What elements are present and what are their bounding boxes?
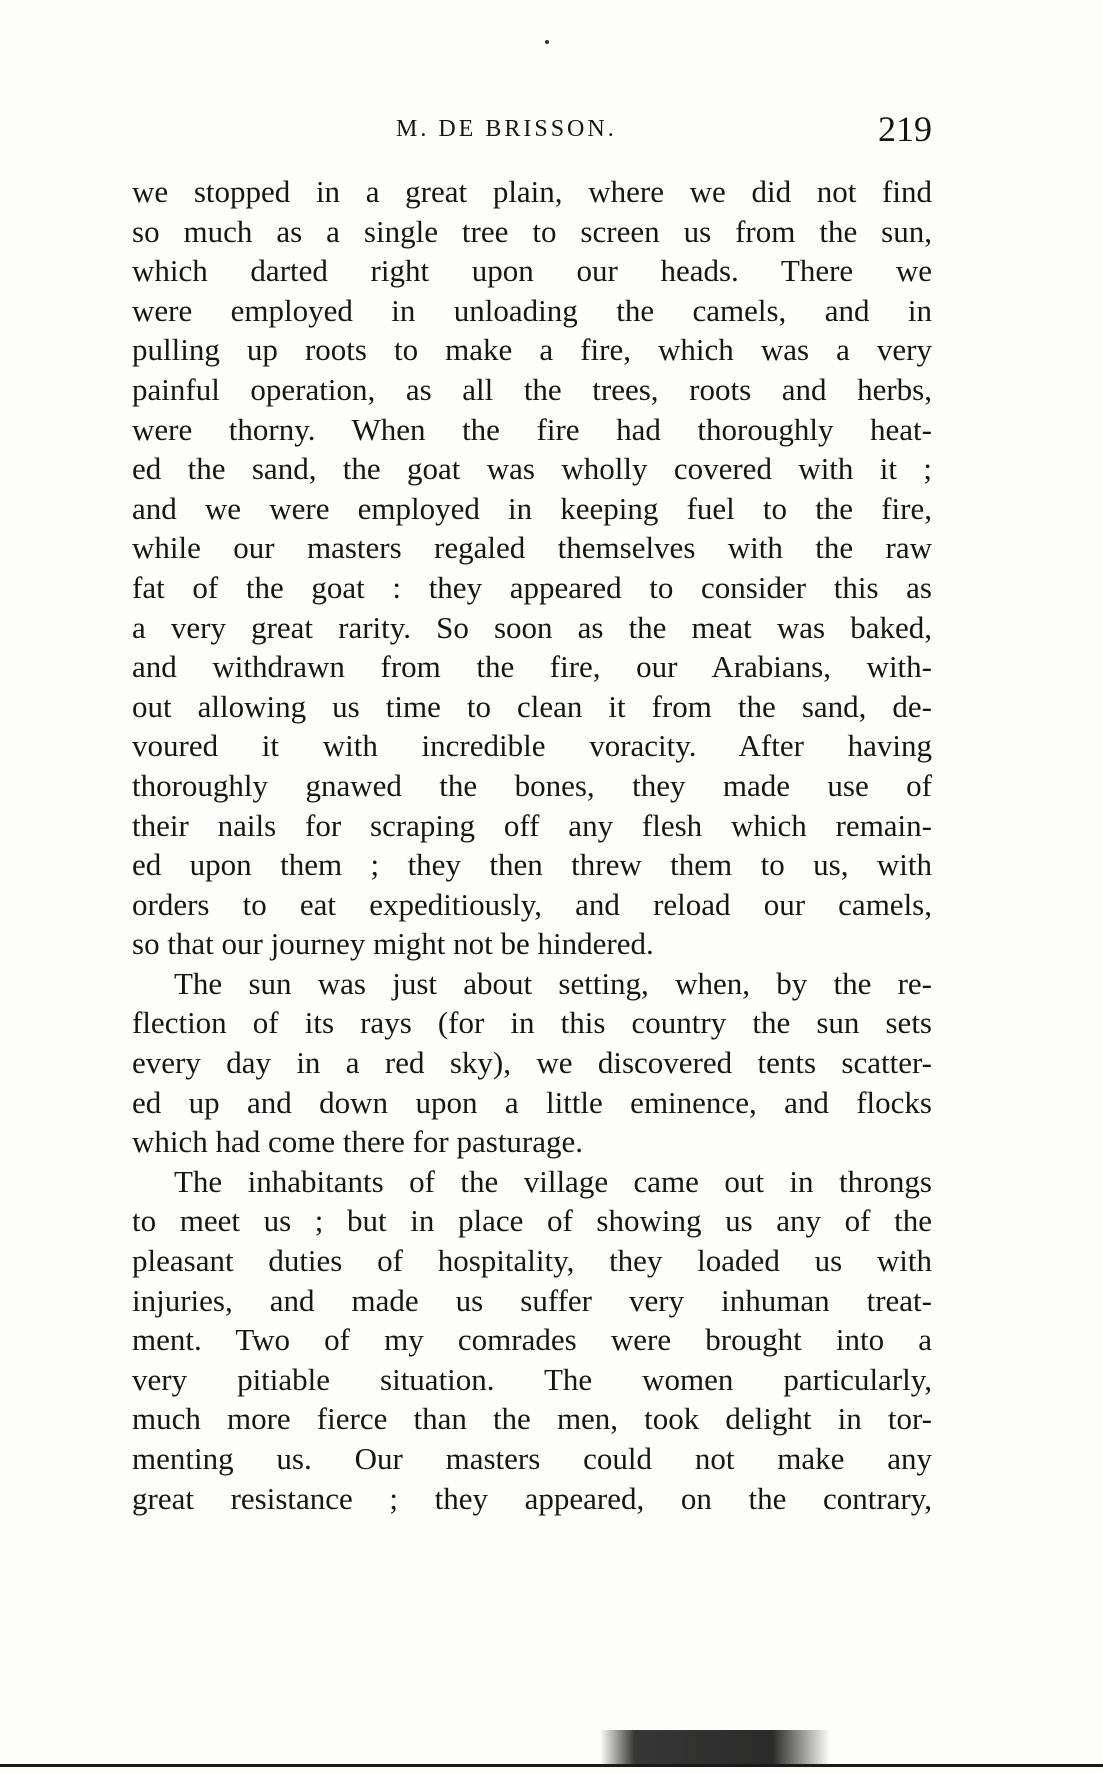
text-line: very pitiable situation. The women particularly, xyxy=(132,1361,932,1397)
text-line: while our masters regaled themselves with the raw xyxy=(132,530,932,566)
text-line: pulling up roots to make a fire, which was a very xyxy=(132,332,932,368)
page-bottom-edge xyxy=(0,1764,1103,1767)
page-header xyxy=(132,108,932,156)
paragraph-start-line: The sun was just about setting, when, by the re- xyxy=(174,965,932,1001)
paragraph-end-line: so that our journey might not be hindered. xyxy=(132,926,654,962)
text-line: ment. Two of my comrades were brought into a xyxy=(132,1322,932,1358)
text-line: out allowing us time to clean it from the sand, de- xyxy=(132,688,932,724)
text-line: much more fierce than the men, took delight in tor- xyxy=(132,1401,932,1437)
text-line: flection of its rays (for in this country the sun sets xyxy=(132,1005,932,1041)
text-line: pleasant duties of hospitality, they loaded us with xyxy=(132,1243,932,1279)
text-line: ed up and down upon a little eminence, and flocks xyxy=(132,1084,932,1120)
body-text xyxy=(132,172,932,1518)
running-head: M. DE BRISSON. xyxy=(396,116,617,142)
text-line: painful operation, as all the trees, roots and herbs, xyxy=(132,371,932,407)
text-line: which darted right upon our heads. There we xyxy=(132,253,932,289)
text-line: great resistance ; they appeared, on the contrary, xyxy=(132,1480,932,1516)
paragraph-end-line: which had come there for pasturage. xyxy=(132,1124,584,1160)
text-line: their nails for scraping off any flesh which remain- xyxy=(132,807,932,843)
text-line: were employed in unloading the camels, and in xyxy=(132,292,932,328)
text-line: were thorny. When the fire had thoroughly heat- xyxy=(132,411,932,447)
text-line: injuries, and made us suffer very inhuman treat- xyxy=(132,1282,932,1318)
text-line: so much as a single tree to screen us from the sun, xyxy=(132,213,932,249)
text-line: menting us. Our masters could not make any xyxy=(132,1441,932,1476)
text-line: fat of the goat : they appeared to consider this as xyxy=(132,569,932,605)
text-line: voured it with incredible voracity. After having xyxy=(132,728,932,764)
text-line: every day in a red sky), we discovered tents scatter- xyxy=(132,1045,932,1081)
text-line: we stopped in a great plain, where we did not find xyxy=(132,174,932,209)
text-line: a very great rarity. So soon as the meat was baked, xyxy=(132,609,932,645)
text-line: ed the sand, the goat was wholly covered with it ; xyxy=(132,451,932,487)
text-line: and withdrawn from the fire, our Arabians, with- xyxy=(132,649,932,685)
text-line: orders to eat expeditiously, and reload our camels, xyxy=(132,886,932,922)
text-line: ed upon them ; they then threw them to us, with xyxy=(132,847,932,883)
text-line: and we were employed in keeping fuel to the fire, xyxy=(132,490,932,526)
scan-speck xyxy=(545,40,549,44)
scan-smudge xyxy=(600,1730,830,1766)
text-line: thoroughly gnawed the bones, they made use of xyxy=(132,767,932,803)
text-line: to meet us ; but in place of showing us any of the xyxy=(132,1203,932,1239)
paragraph-start-line: The inhabitants of the village came out in throngs xyxy=(174,1163,932,1199)
page-number: 219 xyxy=(878,109,932,149)
